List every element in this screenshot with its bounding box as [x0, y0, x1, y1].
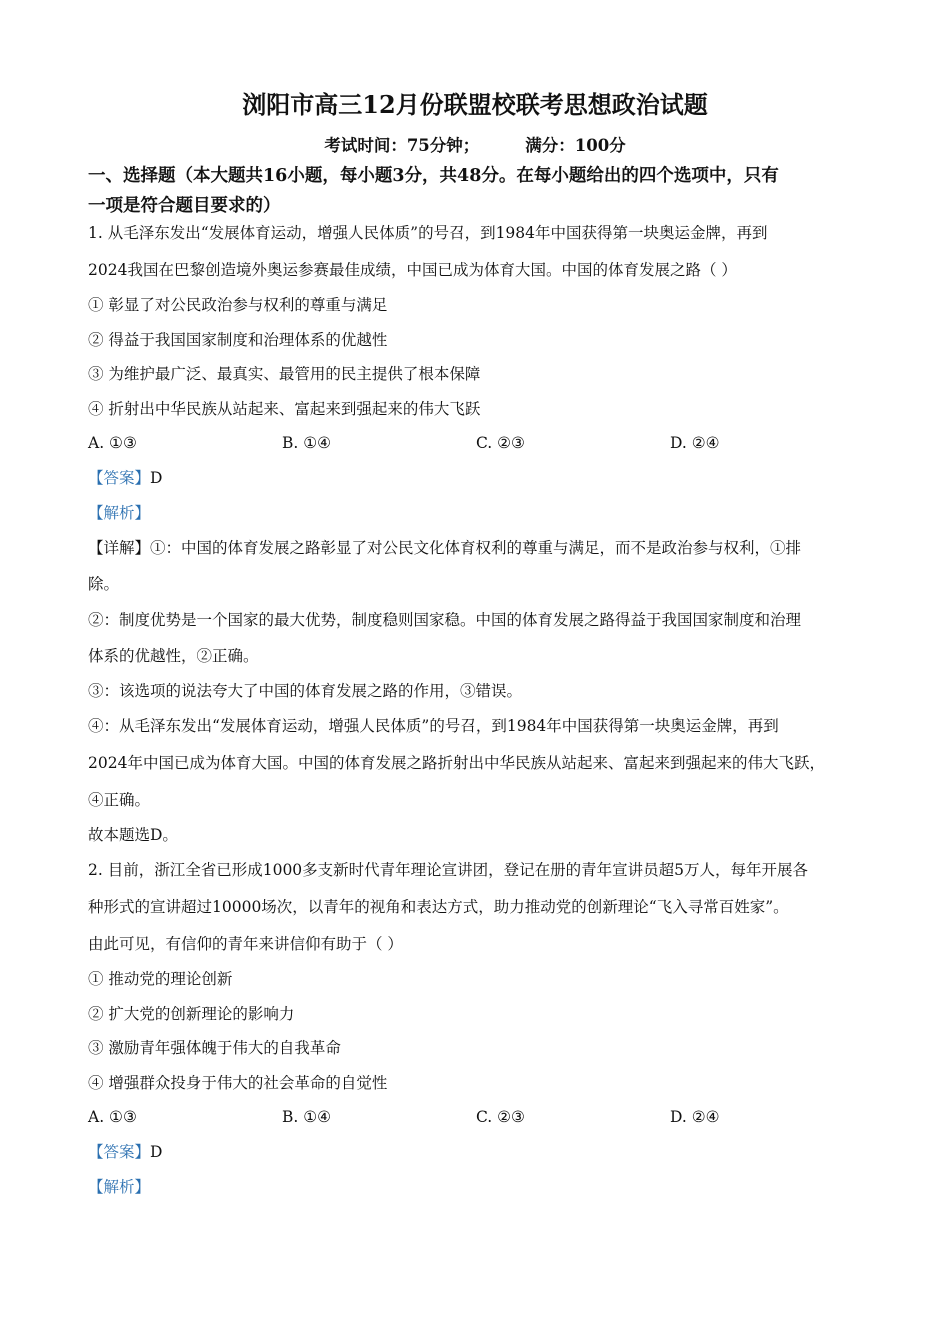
q2-item-3: ③ 激励青年强体魄于伟大的自我革命 [88, 1039, 341, 1057]
q2-item-4: ④ 增强群众投身于伟大的社会革命的自觉性 [88, 1074, 388, 1092]
q1-item-1: ① 彰显了对公民政治参与权利的尊重与满足 [88, 296, 388, 314]
q1-detail-line5: ③：该选项的说法夸大了中国的体育发展之路的作用，③错误。 [88, 682, 523, 700]
q1-option-b: B. ①④ [282, 434, 332, 452]
q1-option-c: C. ②③ [476, 434, 525, 452]
answer-tag: 【答案】 [88, 1143, 151, 1161]
q2-item-2: ② 扩大党的创新理论的影响力 [88, 1005, 295, 1023]
q2-option-a: A. ①③ [88, 1108, 137, 1126]
q2-option-b: B. ①④ [282, 1108, 332, 1126]
q1-stem-line1: 1. 从毛泽东发出“发展体育运动，增强人民体质”的号召，到1984年中国获得第一块奥运金牌，再到 [88, 224, 768, 242]
q2-stem-line2: 种形式的宣讲超过10000场次，以青年的视角和表达方式，助力推动党的创新理论“飞入寻常百姓家”。 [88, 898, 789, 916]
q1-item-4: ④ 折射出中华民族从站起来、富起来到强起来的伟大飞跃 [88, 400, 481, 418]
q1-analysis-tag: 【解析】 [88, 504, 151, 522]
q1-detail-line6: ④：从毛泽东发出“发展体育运动，增强人民体质”的号召，到1984年中国获得第一块奥运金牌，再到 [88, 717, 779, 735]
q2-option-d: D. ②④ [670, 1108, 720, 1126]
q1-detail-line3: ②：制度优势是一个国家的最大优势，制度稳则国家稳。中国的体育发展之路得益于我国国家制度和治理 [88, 611, 802, 629]
q1-detail-line1 [88, 536, 878, 560]
q1-option-a: A. ①③ [88, 434, 137, 452]
q1-stem-line2: 2024我国在巴黎创造境外奥运参赛最佳成绩，中国已成为体育大国。中国的体育发展之路（ ） [88, 261, 737, 279]
q1-detail-line7: 2024年中国已成为体育大国。中国的体育发展之路折射出中华民族从站起来、富起来到强起来的伟大飞跃， [88, 754, 825, 772]
answer-tag: 【答案】 [88, 469, 151, 487]
detail-text: ①：中国的体育发展之路彰显了对公民文化体育权利的尊重与满足，而不是政治参与权利，①排 [150, 539, 802, 557]
answer-value: D [150, 1143, 163, 1161]
section-heading-line2: 一项是符合题目要求的） [88, 196, 281, 216]
q1-item-3: ③ 为维护最广泛、最真实、最管用的民主提供了根本保障 [88, 365, 481, 383]
q2-analysis-tag: 【解析】 [88, 1178, 151, 1196]
section-heading-line1: 一、选择题（本大题共16小题，每小题3分，共48分。在每小题给出的四个选项中，只有 [88, 166, 779, 186]
q2-item-1: ① 推动党的理论创新 [88, 970, 233, 988]
q1-item-2: ② 得益于我国国家制度和治理体系的优越性 [88, 331, 388, 349]
q1-detail-line8: ④正确。 [88, 791, 151, 809]
q1-answer [88, 466, 878, 490]
q2-stem-line3: 由此可见，有信仰的青年来讲信仰有助于（ ） [88, 935, 403, 953]
answer-value: D [150, 469, 163, 487]
q1-detail-line4: 体系的优越性，②正确。 [88, 647, 259, 665]
q1-option-d: D. ②④ [670, 434, 720, 452]
detail-tag: 【详解】 [88, 539, 151, 557]
page-title: 浏阳市高三12月份联盟校联考思想政治试题 [242, 90, 708, 119]
q1-detail-line2: 除。 [88, 575, 120, 593]
q1-conclusion: 故本题选D。 [88, 826, 178, 844]
q2-answer [88, 1140, 878, 1164]
q2-option-c: C. ②③ [476, 1108, 525, 1126]
exam-info: 考试时间：75分钟； 满分：100分 [324, 136, 626, 155]
q2-stem-line1: 2. 目前，浙江全省已形成1000多支新时代青年理论宣讲团，登记在册的青年宣讲员超5万人，每年开展各 [88, 861, 809, 879]
